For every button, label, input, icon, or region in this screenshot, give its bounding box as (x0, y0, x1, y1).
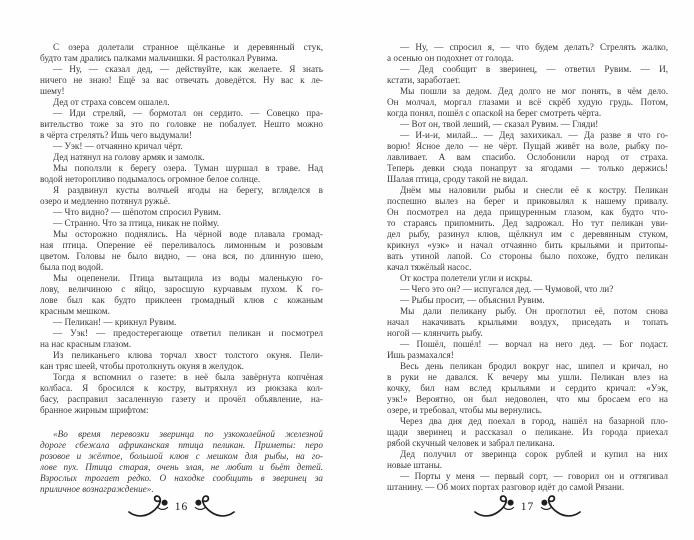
text-line: Дед от страха совсем ошалел. (53, 97, 170, 107)
text-line: в руки не давался. К вечеру мы ушли. Пеликан влез на (387, 372, 668, 382)
text-line: штанину. — Об моих портах разговор идёт до самой Рязани. (387, 482, 625, 492)
flourish-left-icon (474, 494, 516, 520)
page-right-footer (387, 494, 668, 520)
text-line: то стараясь припомнить. Дед задрожал. Но тут пеликан уви- (387, 218, 668, 228)
page-number: 16 (174, 501, 189, 513)
text-line: Мы осторожно поднялись. На чёрной воде плавала громад- (53, 229, 323, 239)
text-line: поспешно вылез на берег и приковылял к нашему привалу. (387, 196, 668, 206)
text-line: — Иди стреляй, — бормотал он сердито. — Совецко пра- (53, 108, 323, 118)
text-line: кан тряс шеей, чтобы протолкнуть окуня в желудок. (40, 361, 244, 371)
text-line: Он посмотрел на деда прищуренным глазом, как будто что- (387, 207, 668, 217)
text-line: озеро и медленно потянул ружьё. (40, 196, 171, 206)
text-line: Дед получил от зверинца сорок рублей и купил на них (400, 449, 668, 459)
text-line: ничего не знаю! Ещё за вас отвечать доведётся. Ну вас к ле- (40, 75, 323, 85)
text-line: цветом. Головы не было видно, — она вся, по длинную шею, (40, 251, 323, 261)
text-line: лове был как будто приклеен громадный клюв с кожаным (40, 295, 323, 305)
text-line: — Странно. Что за птица, никак не пойму. (53, 218, 220, 228)
text-line: — Рыбы просит, — объяснил Рувим. (400, 295, 545, 305)
text-line: От костра полетели угли и искры. (400, 273, 533, 283)
text-line: лове пух. Птица старая, очень злая, не любит и бьёт детей. (40, 462, 323, 472)
text-line: начал накачивать крыльями воздух, приседать и топать (387, 317, 668, 327)
text-line: Из пеликаньего клюва торчал хвост толстого окуня. Пели- (53, 350, 323, 360)
text-line: приличное вознаграждение». (40, 484, 154, 494)
text-line: — Пошёл, пошёл! — ворчал на него дед. — Бог подаст. (400, 339, 668, 349)
text-line: Мы оцепенели. Птица вытащила из воды маленькую го- (53, 273, 323, 283)
flourish-right-icon (539, 494, 581, 520)
text-line: Весь день пеликан бродил вокруг нас, шипел и кричал, но (400, 361, 668, 371)
text-line: бранное жирным шрифтом: (40, 405, 149, 415)
text-line: — Дед сообщит в зверинец, — ответил Рувим. — И, (400, 64, 668, 74)
text-line: басу, расправил засаленную газету и прочёл объявление, на- (40, 394, 323, 404)
text-line: озере, и требовал, чтобы мы вернулись. (387, 405, 543, 415)
text-line: вительство тоже за это по головке не побалует. Нешто можно (40, 119, 323, 129)
text-line: будто там дрались палками мальчишки. Я растолкал Рувима. (40, 53, 278, 63)
text-line: лавливает. А вам спасибо. Ослобонили народ от страха. (387, 152, 668, 162)
text-line: водой неторопливо подымалось огромное белое солнце. (40, 174, 261, 184)
text-line: уэк!» Вероятно, он был недоволен, что мы бросаем его на (387, 394, 668, 404)
text-line: — Чего это он? — испугался дед. — Чумовой, что ли? (400, 284, 614, 294)
page-left-footer (40, 494, 323, 520)
text-line: — Уэк! — предостерегающе ответил пеликан и посмотрел (53, 328, 323, 338)
text-line: ногой — клянчить рыбу. (387, 328, 483, 338)
text-line: — Что видно? — шёпотом спросил Рувим. (53, 207, 221, 217)
text-line: кстати, заработает. (387, 75, 461, 85)
text-line: — Ну, — сказал дед, — действуйте, как желаете. Я знать (53, 64, 323, 74)
text-line: ная птица. Оперение её переливалось лимонным и розовым (40, 240, 323, 250)
text-line: на нас красным глазом. (40, 339, 132, 349)
text-line: — Пеликан! — крикнул Рувим. (53, 317, 177, 327)
page-right-text-block (387, 42, 668, 493)
text-line: Теперь девки сюда понапрут за ягодами — только держись! (387, 163, 668, 173)
text-line: Тогда я вспомнил о газете: в неё была завёрнута копчёная (53, 372, 323, 382)
text-line: Через два дня дед поехал в город, нашёл на базарной пло- (400, 416, 668, 426)
text-line: кочку, бил нам вслед крыльями и сердито кричал: «Уэк, (387, 383, 668, 393)
text-line: — Уэк! — отчаянно кричал чёрт. (53, 141, 183, 151)
text-line: вать утиной лапой. Со стороны было похоже, будто пеликан (387, 251, 668, 261)
text-line: — Порты у меня — первый сорт, — говорил он и оттягивал (400, 471, 668, 481)
text-line: а осенью он подохнет от голода. (387, 53, 514, 63)
text-line: красным мешком. (40, 306, 110, 316)
text-line: Взрослых трогает редко. О находке сообщить в зверинец за (40, 473, 323, 483)
text-line: колбаса. Я бросился к костру, вытряхнул из рюкзака кол- (40, 383, 323, 393)
text-line: Ишь размахался! (387, 350, 454, 360)
text-line: розовое и жёлтое, большой клюв с мешком для рыбы, на го- (40, 451, 323, 461)
page-number: 17 (520, 501, 535, 513)
text-line: Я раздвинул кусты волчьей ягоды на берегу, вгляделся в (53, 185, 323, 195)
text-line: — Вот он, твой леший, — сказал Рувим. — Гляди! (400, 119, 599, 129)
text-line: крикнул «уэк» и начал отчаянно бить крыльями и притопы- (387, 240, 668, 250)
text-line: новые штаны. (387, 460, 443, 470)
text-line: щади зверинец и рассказал о пеликане. Из города приехал (387, 427, 668, 437)
text-line: дороге сбежала африканская птица пеликан. Приметы: перо (40, 440, 323, 450)
text-line: Днём мы наловили рыбы и снесли её к костру. Пеликан (400, 185, 668, 195)
text-line: Мы дали пеликану рыбу. Он проглотил её, потом снова (400, 306, 668, 316)
text-line: качал тяжёлый насос. (387, 262, 472, 272)
page-left-text-block (40, 42, 323, 495)
text-line: — Ну, — спросил я, — что будем делать? Стрелять жалко, (400, 42, 668, 52)
flourish-left-icon (128, 494, 170, 520)
text-line: Мы пошли за дедом. Дед долго не мог понять, в чём дело. (400, 86, 668, 96)
text-line: Шалая птица, сроду такой не видал. (387, 174, 528, 184)
text-line: когда понял, пошёл с опаской на берег смотреть чёрта. (387, 108, 602, 118)
text-line: была под водой. (40, 262, 104, 272)
text-line: лову, величиною с яйцо, заросшую курчавым пухом. К го- (40, 284, 323, 294)
text-line: Он молчал, моргал глазами и всё скрёб худую грудь. Потом, (387, 97, 668, 107)
text-line: рябой скучный человек и забрал пеликана. (387, 438, 555, 448)
text-line: Мы поползли к берегу озера. Туман шуршал в траве. Над (53, 163, 323, 173)
text-line: в чёрта стрелять? Ишь чего выдумали! (40, 130, 193, 140)
flourish-right-icon (193, 494, 235, 520)
text-line: Дед натянул на голову армяк и замолк. (53, 152, 205, 162)
text-line: «Во время перевозки зверинца по узкоколейной железной (53, 429, 323, 439)
text-line: С озера долетали странное щёлканье и деревянный стук, (53, 42, 323, 52)
text-line: дел рыбу, разинул клюв, щёлкнул им с деревянным стуком, (387, 229, 668, 239)
text-line: — И-и-и, милай... — Дед захихикал. — Да разве я что го- (400, 130, 668, 140)
text-line: шему! (40, 86, 65, 96)
text-line: ворю! Ясное дело — не чёрт. Пущай живёт на воле, рыбку по- (387, 141, 668, 151)
